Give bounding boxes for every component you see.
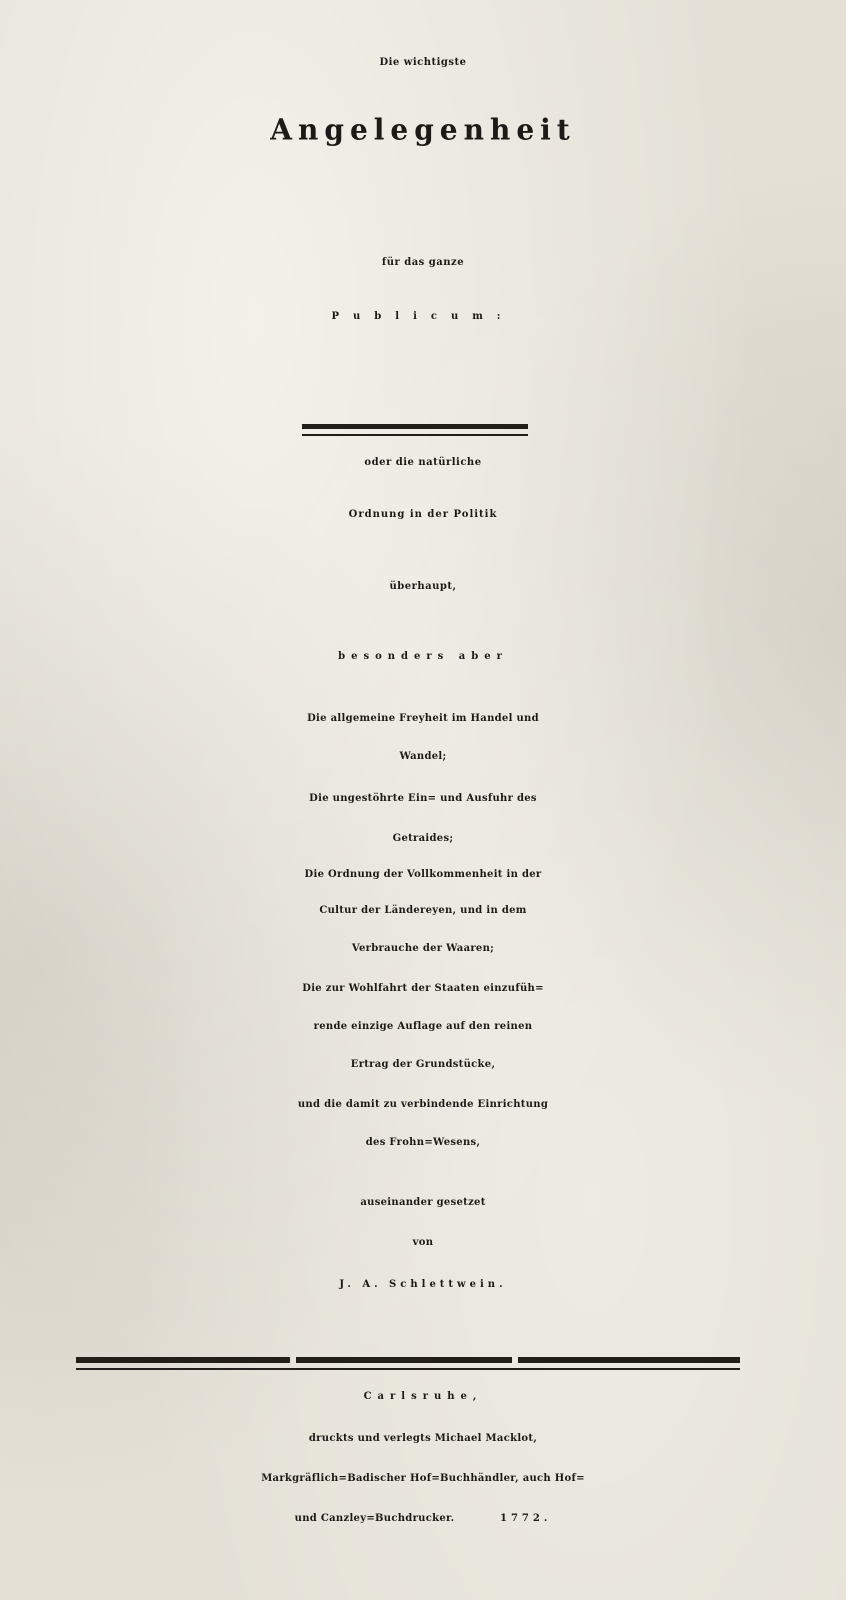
- topic-line: Cultur der Ländereyen, und in dem: [319, 905, 527, 916]
- imprint-rule: [296, 1357, 512, 1363]
- by-text: von: [412, 1237, 434, 1248]
- subtitle-top: Die wichtigste: [379, 57, 467, 68]
- topic-line: rende einzige Auflage auf den reinen: [313, 1021, 533, 1032]
- divider-rule-thin: [302, 434, 528, 436]
- subtitle-middle: für das ganze: [381, 257, 465, 268]
- topic-line: Die ungestöhrte Ein= und Ausfuhr des: [309, 793, 537, 804]
- topic-line: Ertrag der Grundstücke,: [350, 1059, 496, 1070]
- topic-line: Die Ordnung der Vollkommenheit in der: [304, 869, 542, 880]
- imprint-title: Markgräflich=Badischer Hof=Buchhändler, auch Hof=: [261, 1473, 585, 1484]
- imprint-title-end: und Canzley=Buchdrucker.: [294, 1513, 455, 1524]
- topic-line: des Frohn=Wesens,: [365, 1137, 481, 1148]
- alt-title: Ordnung in der Politik: [348, 509, 498, 520]
- topic-line: Die allgemeine Freyheit im Handel und: [307, 713, 539, 724]
- imprint-place: Carlsruhe,: [363, 1391, 483, 1402]
- divider-rule: [302, 424, 528, 429]
- author-name: J. A. Schlettwein.: [339, 1279, 507, 1290]
- imprint-year: 1772.: [500, 1513, 552, 1524]
- topic-line: und die damit zu verbindende Einrichtung: [297, 1099, 549, 1110]
- topic-line: Getraides;: [392, 833, 454, 844]
- imprint-printer: druckts und verlegts Michael Macklot,: [308, 1433, 538, 1444]
- alt-title-intro: oder die natürliche: [364, 457, 482, 468]
- topic-line: Verbrauche der Waaren;: [351, 943, 495, 954]
- imprint-rule-thin: [76, 1368, 740, 1370]
- topic-line: Die zur Wohlfahrt der Staaten einzufüh=: [302, 983, 544, 994]
- main-title-word-2: Publicum:: [331, 311, 515, 322]
- especially-heading: besonders aber: [338, 651, 508, 662]
- alt-title-continued: überhaupt,: [389, 581, 457, 592]
- imprint-line: [0, 1514, 846, 1524]
- topic-line: Wandel;: [399, 751, 447, 762]
- main-title-word-1: Angelegenheit: [270, 112, 576, 147]
- imprint-rule: [76, 1357, 290, 1363]
- imprint-rule: [518, 1357, 740, 1363]
- set-forth-text: auseinander gesetzet: [360, 1197, 486, 1208]
